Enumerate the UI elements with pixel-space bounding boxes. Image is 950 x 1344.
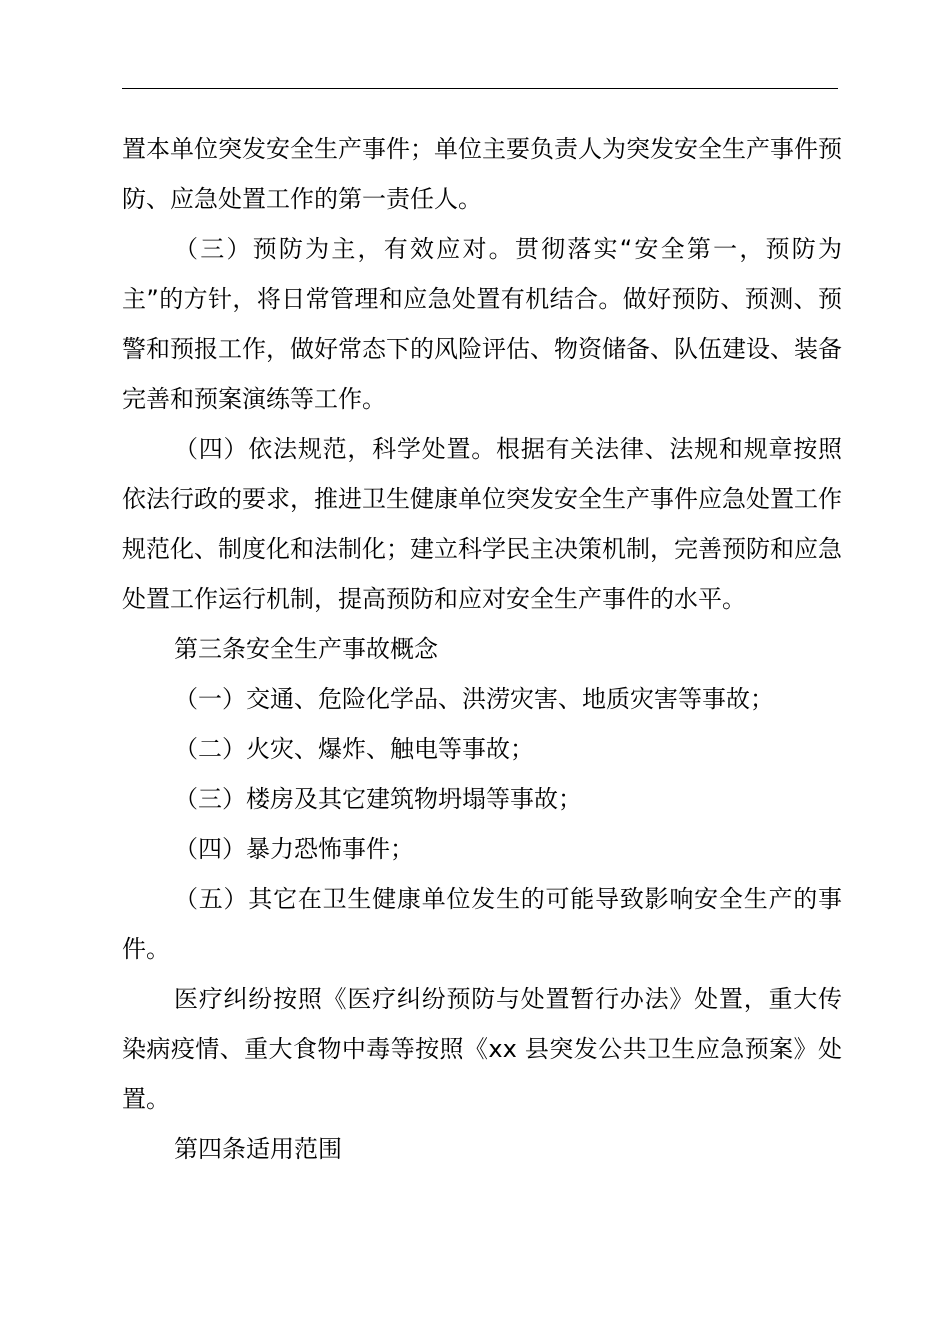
header-rule: [122, 88, 838, 89]
paragraph-continuation: 置本单位突发安全生产事件；单位主要负责人为突发安全生产事件预防、应急处置工作的第一责任人。: [122, 135, 842, 213]
article-3-heading: 第三条安全生产事故概念: [174, 635, 438, 663]
article-4-heading: 第四条适用范围: [174, 1135, 342, 1163]
list-item-3: （三）楼房及其它建筑物坍塌等事故；: [174, 785, 582, 813]
list-item-2: （二）火灾、爆炸、触电等事故；: [174, 735, 534, 763]
document-body: [122, 124, 842, 1174]
list-item-1: （一）交通、危险化学品、洪涝灾害、地质灾害等事故；: [174, 685, 774, 713]
paragraph-medical-disputes: 医疗纠纷按照《医疗纠纷预防与处置暂行办法》处置，重大传染病疫情、重大食物中毒等按照《xx 县突发公共卫生应急预案》处置。: [122, 985, 842, 1113]
list-item-5: （五）其它在卫生健康单位发生的可能导致影响安全生产的事件。: [122, 885, 842, 963]
paragraph-principle-3: （三）预防为主，有效应对。贯彻落实“安全第一，预防为主”的方针，将日常管理和应急处置有机结合。做好预防、预测、预警和预报工作，做好常态下的风险评估、物资储备、队伍建设、装备完善和预案演练等工作。: [122, 235, 842, 413]
paragraph-principle-4: （四）依法规范，科学处置。根据有关法律、法规和规章按照依法行政的要求，推进卫生健康单位突发安全生产事件应急处置工作规范化、制度化和法制化；建立科学民主决策机制，完善预防和应急处置工作运行机制，提高预防和应对安全生产事件的水平。: [122, 435, 842, 613]
list-item-4: （四）暴力恐怖事件；: [174, 835, 414, 863]
